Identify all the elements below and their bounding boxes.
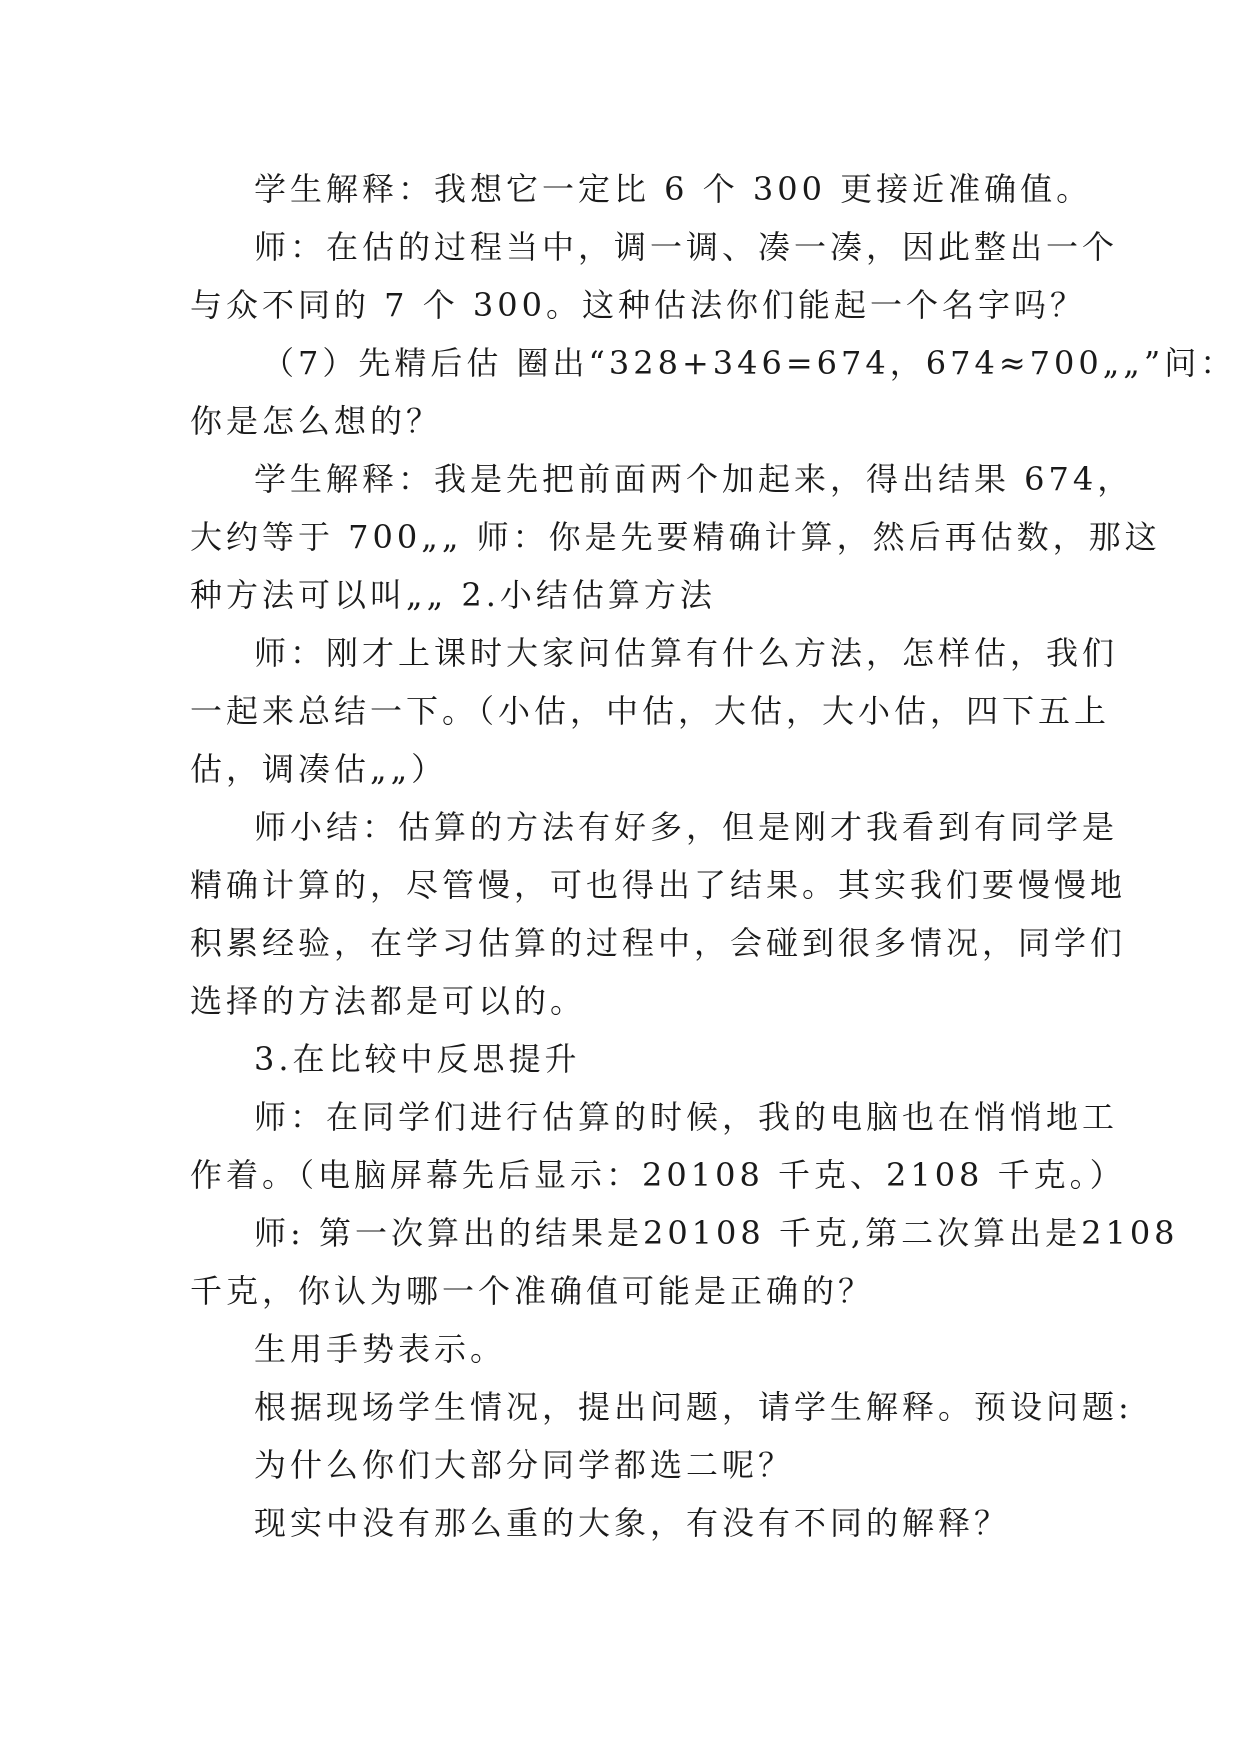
text-line: 学生解释：我是先把前面两个加起来，得出结果 674， xyxy=(254,460,1134,498)
text-line: 师: 第一次算出的结果是20108 千克,第二次算出是2108 xyxy=(254,1214,1179,1252)
text-line: 作着。（电脑屏幕先后显示：20108 千克、2108 千克。） xyxy=(190,1156,1126,1194)
text-line: 千克，你认为哪一个准确值可能是正确的？ xyxy=(190,1272,875,1310)
text-line: 积累经验，在学习估算的过程中，会碰到很多情况，同学们 xyxy=(190,924,1127,962)
text-line: 学生解释：我想它一定比 6 个 300 更接近准确值。 xyxy=(254,170,1093,208)
text-line: 选择的方法都是可以的。 xyxy=(190,982,587,1020)
text-line: 现实中没有那么重的大象，有没有不同的解释？ xyxy=(254,1504,1011,1542)
text-line: （7）先精后估 圈出“328+346=674，674≈700„„”问： xyxy=(262,344,1237,382)
text-line: 根据现场学生情况，提出问题，请学生解释。预设问题: xyxy=(254,1388,1133,1426)
text-line: 种方法可以叫„„ 2.小结估算方法 xyxy=(190,576,716,614)
text-line: 精确计算的，尽管慢，可也得出了结果。其实我们要慢慢地 xyxy=(190,866,1127,904)
section-heading: 3.在比较中反思提升 xyxy=(254,1040,581,1078)
text-line: 估，调凑估„„） xyxy=(190,750,448,788)
text-line: 与众不同的 7 个 300。这种估法你们能起一个名字吗？ xyxy=(190,286,1086,324)
document-body xyxy=(190,160,1237,1552)
text-line: 师：刚才上课时大家问估算有什么方法，怎样估，我们 xyxy=(254,634,1119,672)
text-line: 生用手势表示。 xyxy=(254,1330,507,1368)
text-line: 你是怎么想的？ xyxy=(190,402,443,440)
text-line: 师：在同学们进行估算的时候，我的电脑也在悄悄地工 xyxy=(254,1098,1119,1136)
text-line: 一起来总结一下。（小估，中估，大估，大小估，四下五上 xyxy=(190,692,1111,730)
text-line: 大约等于 700„„ 师：你是先要精确计算，然后再估数，那这 xyxy=(190,518,1161,556)
text-line: 师小结：估算的方法有好多，但是刚才我看到有同学是 xyxy=(254,808,1119,846)
text-line: 师：在估的过程当中，调一调、凑一凑，因此整出一个 xyxy=(254,228,1119,266)
text-line: 为什么你们大部分同学都选二呢？ xyxy=(254,1446,795,1484)
